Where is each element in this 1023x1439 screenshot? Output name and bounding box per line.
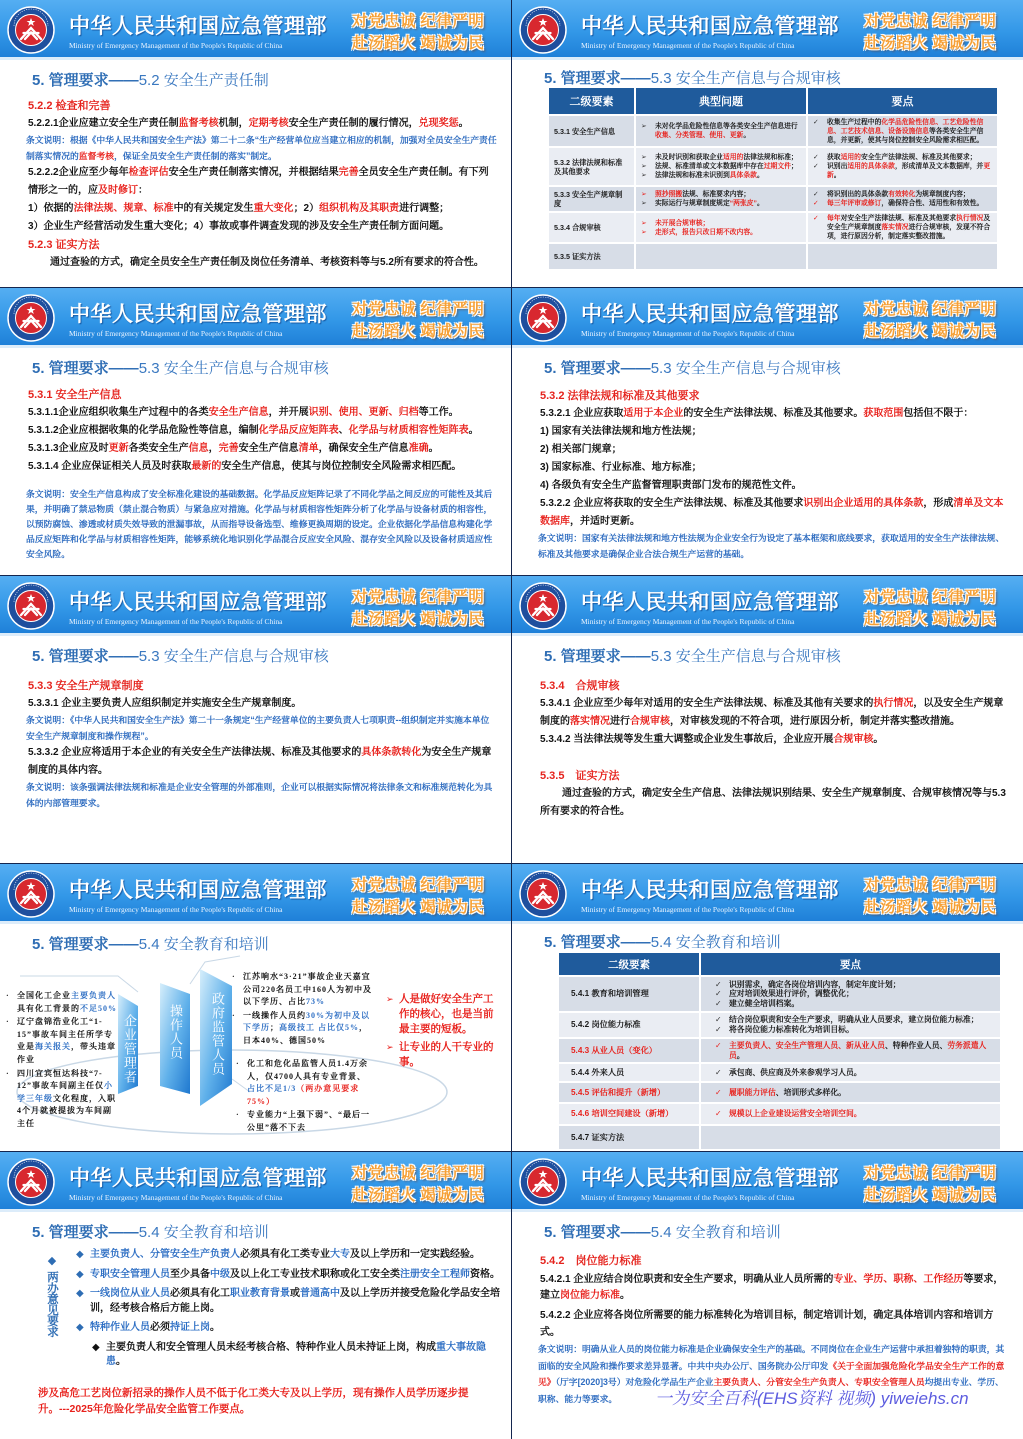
clause-heading: 5.4.2 岗位能力标准 xyxy=(540,1255,642,1267)
slide-5-4-opinion-requirements xyxy=(0,1152,511,1439)
check-icon: ✓ xyxy=(715,1015,722,1025)
bullet-dot-icon: · xyxy=(6,1017,10,1027)
section-prefix: 5. 管理要求—— xyxy=(544,648,651,665)
clause-paragraph: 5.4.2.2 企业应将各岗位所需要的能力标准转化为培训目标，制定培训计划，确定具体培训内容和培训方式。 xyxy=(540,1310,994,1338)
slogan-line-1: 对党忠诚 纪律严明 xyxy=(864,1165,997,1182)
section-prefix: 5. 管理要求—— xyxy=(32,1224,139,1241)
key-point xyxy=(386,992,498,1037)
problems-cell xyxy=(635,212,807,243)
diamond-bullet-icon: ◆ xyxy=(47,1255,57,1267)
table-row xyxy=(559,1125,1001,1149)
slide-body xyxy=(26,97,498,272)
column-header: 二级要素 xyxy=(549,88,635,115)
section-name: 5.4 安全教育和培训 xyxy=(650,1224,781,1241)
table-row xyxy=(559,1063,1001,1082)
points-cell xyxy=(700,1103,1001,1125)
clause-note: 条文说明：《中华人民共和国安全生产法》第二十一条规定“生产经营单位的主要负责人七项职责--组织制定并实施本单位安全生产规章制度和操作规程”。 xyxy=(26,715,490,741)
section-name: 5.3 安全生产信息与合规审核 xyxy=(650,360,841,377)
requirement-list xyxy=(76,1248,500,1375)
ministry-banner xyxy=(512,288,1023,348)
check-icon: ✓ xyxy=(715,989,722,999)
slide-5-3-4-audit xyxy=(512,576,1023,863)
element-cell: 5.3.3 安全生产规章制度 xyxy=(549,186,635,212)
diamond-bullet-icon: ◆ xyxy=(76,1268,84,1280)
table-row xyxy=(559,1103,1001,1125)
element-cell: 5.4.6 培训空间建设（新增） xyxy=(559,1103,700,1125)
point-text: 将识别出的具体条款有效转化为规章制度内容； xyxy=(827,191,970,198)
clause-heading: 5.3.3 安全生产规章制度 xyxy=(28,680,144,692)
ministry-banner xyxy=(512,0,1023,60)
list-item: 4) 各级负有安全生产监督管理职责部门发布的规范性文件。 xyxy=(540,480,802,491)
slogan-line-1: 对党忠诚 纪律严明 xyxy=(352,1165,485,1182)
clause-paragraph: 5.4.2.1 企业应结合岗位职责和安全生产要求，明确从业人员所需的专业、学历、职称、工作经历等要求，建立岗位能力标准。 xyxy=(540,1274,1004,1301)
ministry-banner xyxy=(0,576,511,636)
ministry-title: 中华人民共和国应急管理部 xyxy=(69,879,327,902)
section-title xyxy=(544,931,781,952)
pillar-operators: 操作人员 xyxy=(168,1004,183,1060)
table-row xyxy=(559,1082,1001,1103)
clause-note: 条文说明：根据《中华人民共和国安全生产法》第二十二条“生产经营单位应当建立相应的机制，加强对全员安全生产责任制落实情况的监督考核，保证全员安全生产责任制的落实”制定。 xyxy=(26,135,497,161)
problems-cell xyxy=(635,186,807,212)
clause-paragraph: 5.3.1.4 企业应保证相关人员及时获取最新的安全生产信息，使其与岗位控制安全风险需求相匹配。 xyxy=(28,461,462,472)
ministry-english-name: Ministry of Emergency Management of the People's Republic of China xyxy=(69,329,283,338)
element-cell: 5.4.3 从业人员（变化） xyxy=(559,1038,700,1063)
section-prefix: 5. 管理要求—— xyxy=(544,1224,651,1241)
table-row xyxy=(559,976,1001,1012)
section-name: 5.4 安全教育和培训 xyxy=(138,1224,269,1241)
ministry-banner xyxy=(0,0,511,60)
clause-note: 条文说明：安全生产信息构成了安全标准化建设的基础数据。化学品反应矩阵记录了不同化学品之间反应的可能性及其后果，并明确了禁忌物质（禁止混合物质）与紧急应对措施。化学品与材质相容性矩阵分析了化学品与设备材质的相容性，以预防腐蚀、渗透或材质失效导致的泄漏事故，从而指导设备选型、维修更换周期的设定。企业依据化学品信息构建化学品反应矩阵和化学品与材质相容性矩阵，能够系统化地识别化学品混合反应安全风险、混存安全风险以及设备材质适应性安全风险。 xyxy=(26,489,493,559)
section-title xyxy=(32,69,269,90)
arrow-bullet-icon: ➢ xyxy=(386,994,394,1004)
points-cell xyxy=(807,186,998,212)
points-cell xyxy=(807,212,998,243)
table-row xyxy=(549,243,998,269)
clause-paragraph: 5.3.3.2 企业应将适用于本企业的有关安全生产法律法规、标准及其他要求的具体条款转化为安全生产规章制度的具体内容。 xyxy=(28,747,492,776)
emblem-logo-icon xyxy=(519,6,567,54)
problems-cell xyxy=(635,115,807,147)
ministry-english-name: Ministry of Emergency Management of the People's Republic of China xyxy=(581,1193,795,1202)
point-text: 每年对安全生产法律法规、标准及其他要求执行情况及安全生产规章制度落实情况进行合规审核，发现不符合项，进行原因分析，制定落实整改措施。 xyxy=(827,215,991,240)
section-prefix: 5. 管理要求—— xyxy=(32,648,139,665)
arrow-bullet-icon: ➢ xyxy=(386,1042,394,1052)
ministry-title: 中华人民共和国应急管理部 xyxy=(581,15,839,38)
requirement-text: 主要负责人、分管安全生产负责人必须具有化工类专业大专及以上学历和一定实践经验。 xyxy=(90,1249,480,1260)
section-title xyxy=(544,1221,781,1242)
clause-heading: 5.3.2 法律法规和标准及其他要求 xyxy=(540,390,700,402)
section-title xyxy=(544,67,841,88)
check-icon: ✓ xyxy=(813,200,819,207)
slogan-line-1: 对党忠诚 纪律严明 xyxy=(352,13,485,30)
points-cell xyxy=(807,243,998,269)
slogan-line-2: 赴汤蹈火 竭诚为民 xyxy=(864,1187,997,1204)
check-icon: ✓ xyxy=(715,1067,722,1077)
requirement-item xyxy=(76,1321,500,1336)
diamond-bullet-icon: ◆ xyxy=(76,1288,84,1299)
site-watermark: 一为安全百科(EHS资料 视频) yiweiehs.cn xyxy=(655,1389,969,1408)
ministry-title: 中华人民共和国应急管理部 xyxy=(69,1167,327,1190)
ministry-banner xyxy=(512,576,1023,636)
column-header: 典型问题 xyxy=(635,88,807,115)
emblem-logo-icon xyxy=(519,294,567,342)
key-points xyxy=(386,992,498,1073)
section-prefix: 5. 管理要求—— xyxy=(32,72,139,89)
ministry-english-name: Ministry of Emergency Management of the People's Republic of China xyxy=(581,329,795,338)
slogan-line-1: 对党忠诚 纪律严明 xyxy=(864,301,997,318)
points-cell xyxy=(700,1082,1001,1103)
slogan-line-2: 赴汤蹈火 竭诚为民 xyxy=(352,323,485,340)
points-cell xyxy=(700,1012,1001,1038)
slide-5-4-diagram xyxy=(0,864,511,1151)
clause-paragraph: 通过查验的方式，确定安全生产信息、法律法规识别结果、安全生产规章制度、合规审核情况等与5.3所有要求的符合性。 xyxy=(540,788,1006,817)
bullet-dot-icon: · xyxy=(6,1068,10,1078)
fact-item xyxy=(232,1010,374,1048)
requirement-item xyxy=(76,1268,500,1283)
point-text: 应对培训效果进行评价，调整优化； xyxy=(729,989,854,999)
slide-5-3-table xyxy=(512,0,1023,287)
ministry-title: 中华人民共和国应急管理部 xyxy=(581,1167,839,1190)
section-title xyxy=(32,645,329,666)
emblem-logo-icon xyxy=(519,870,567,918)
section-title xyxy=(32,357,329,378)
problem-text: 走形式，报告只改日期不改内容。 xyxy=(655,228,757,236)
column-header: 要点 xyxy=(700,953,1001,976)
emblem-logo-icon xyxy=(7,294,55,342)
clause-note: 条文说明：明确从业人员的岗位能力标准是企业确保安全生产的基础。不同岗位在企业生产运营中承担着独特的职责，其面临的安全风险和操作要求差异显著。中共中央办公厅、国务院办公厅印发《关于全面加强危险化学品安全生产工作的意见》（厅字[2020]3号）对危险化学品生产企业主要负责人、分管安全生产负责人、专职安全管理人员均提出专业、学历、职称、能力等要求。 xyxy=(538,1344,1005,1404)
operators-facts xyxy=(232,971,374,1049)
fact-text: 四川宜宾恒达科技“7-12”事故车间副主任仅小学三年级文化程度，入职4个月就被提拔为车间副主任 xyxy=(17,1068,116,1128)
ministry-title: 中华人民共和国应急管理部 xyxy=(69,591,327,614)
table-row xyxy=(549,115,998,147)
element-cell: 5.3.2 法律法规和标准及其他要求 xyxy=(549,147,635,186)
pillar-government-regulators: 政府监管人员 xyxy=(210,992,225,1076)
check-icon: ✓ xyxy=(813,163,819,170)
diamond-bullet-icon: ◆ xyxy=(76,1322,84,1333)
requirement-text: 一线岗位从业人员必须具有化工职业教育背景或普通高中及以上学历并接受危险化学品安全培训，经考核合格后方能上岗。 xyxy=(90,1288,500,1314)
check-icon: ✓ xyxy=(715,1087,722,1097)
clause-paragraph: 5.3.2.2 企业应将获取的安全生产法律法规、标准及其他要求识别出企业适用的具体条款，形成清单及文本数据库，并适时更新。 xyxy=(540,498,1004,527)
list-item: 1) 国家有关法律法规和地方性法规； xyxy=(540,426,702,437)
fact-item xyxy=(6,990,120,1015)
ministry-english-name: Ministry of Emergency Management of the People's Republic of China xyxy=(69,905,283,914)
problem-text: 法规、标准清单或文本数据库中存在过期文件； xyxy=(655,163,798,170)
clause-paragraph: 5.3.2.1 企业应获取适用于本企业的安全生产法律法规、标准及其他要求。获取范围包括但不限于： xyxy=(540,408,974,419)
arrow-bullet-icon: ➢ xyxy=(641,123,647,130)
clause-heading: 5.3.5 证实方法 xyxy=(540,770,620,782)
clause-heading: 5.2.2 检查和完善 xyxy=(28,100,111,112)
table-row xyxy=(559,1012,1001,1038)
emblem-logo-icon xyxy=(7,582,55,630)
bullet-dot-icon: · xyxy=(232,1010,236,1020)
slogan-line-2: 赴汤蹈火 竭诚为民 xyxy=(864,611,997,628)
section-prefix: 5. 管理要求—— xyxy=(544,934,651,951)
check-icon: ✓ xyxy=(813,191,819,198)
ministry-title: 中华人民共和国应急管理部 xyxy=(581,591,839,614)
arrow-bullet-icon: ➢ xyxy=(641,200,647,207)
slogan-line-1: 对党忠诚 纪律严明 xyxy=(864,589,997,606)
slide-body xyxy=(26,386,498,562)
clause-paragraph: 5.3.3.1 企业主要负责人应组织制定并实施安全生产规章制度。 xyxy=(28,698,302,709)
point-text: 每三年评审或修订，确保符合性、适用性和有效性。 xyxy=(827,200,984,207)
side-label-text: 两办意见要求 xyxy=(46,1271,58,1337)
section-name: 5.4 安全教育和培训 xyxy=(650,934,781,951)
section-prefix: 5. 管理要求—— xyxy=(544,70,651,87)
points-cell xyxy=(807,147,998,186)
slogan-line-1: 对党忠诚 纪律严明 xyxy=(352,877,485,894)
table-row xyxy=(559,1038,1001,1063)
ministry-english-name: Ministry of Emergency Management of the People's Republic of China xyxy=(581,905,795,914)
fact-text: 化工和危化品监管人员1.4万余人，仅4700人具有专业背景、占比不足1/3（两办意见要求75%） xyxy=(247,1059,368,1106)
element-cell: 5.4.4 外来人员 xyxy=(559,1063,700,1082)
ministry-title: 中华人民共和国应急管理部 xyxy=(69,15,327,38)
element-cell: 5.3.1 安全生产信息 xyxy=(549,115,635,147)
problem-text: 未对化学品危险性信息等各类安全生产信息进行收集、分类管理、使用、更新。 xyxy=(655,123,798,139)
slide-5-2-responsibility xyxy=(0,0,511,287)
arrow-bullet-icon: ➢ xyxy=(641,191,647,198)
problem-text: 未开展合规审核； xyxy=(655,219,710,227)
clause-paragraph: 5.3.1.1企业应组织收集生产过程中的各类安全生产信息，并开展识别、使用、更新、归档等工作。 xyxy=(28,407,459,418)
bullet-dot-icon: · xyxy=(232,972,236,981)
check-icon: ✓ xyxy=(715,998,722,1008)
slide-5-4-2-competency xyxy=(512,1152,1023,1439)
points-cell xyxy=(807,115,998,147)
ministry-banner xyxy=(512,864,1023,924)
clause-paragraph: 5.3.4.1 企业应至少每年对适用的安全生产法律法规、标准及其他有关要求的执行情况，以及安全生产规章制度的落实情况进行合规审核，对审核发现的不符合项，进行原因分析，制定并落实整改措施。 xyxy=(540,698,1004,727)
point-text: 收集生产过程中的化学品危险性信息、工艺危险性信息、工艺技术信息、设备设施信息等各类安全生产信息，并更新，使其与岗位控制安全风险需求相匹配。 xyxy=(827,118,984,144)
slogan-line-2: 赴汤蹈火 竭诚为民 xyxy=(352,611,485,628)
section-name: 5.3 安全生产信息与合规审核 xyxy=(650,648,841,665)
slide-body xyxy=(538,387,1010,562)
clause-paragraph: 5.3.1.2企业应根据收集的化学品危险性等信息，编制化学品反应矩阵表、化学品与材质相容性矩阵表。 xyxy=(28,425,479,436)
section-prefix: 5. 管理要求—— xyxy=(32,936,139,953)
fact-text: 全国化工企业主要负责人具有化工背景的不足50% xyxy=(17,991,117,1013)
check-icon: ✓ xyxy=(715,1040,722,1050)
section-prefix: 5. 管理要求—— xyxy=(544,360,651,377)
check-icon: ✓ xyxy=(813,154,819,161)
fact-text: 一线操作人员约30%为初中及以下学历；高级技工 占比仅5%，日本40%、德国50% xyxy=(243,1010,370,1045)
section-name: 5.4 安全教育和培训 xyxy=(138,936,269,953)
clause-heading: 5.3.1 安全生产信息 xyxy=(28,389,122,401)
clause-heading: 5.3.4 合规审核 xyxy=(540,680,620,692)
side-label xyxy=(44,1254,60,1342)
slide-5-3-1-info xyxy=(0,288,511,575)
slogan-line-2: 赴汤蹈火 竭诚为民 xyxy=(864,899,997,916)
requirement-item xyxy=(76,1287,500,1316)
training-requirements-table xyxy=(559,953,1002,1149)
slogan-line-2: 赴汤蹈火 竭诚为民 xyxy=(352,35,485,52)
column-header: 二级要素 xyxy=(559,953,700,976)
arrow-bullet-icon: ➢ xyxy=(641,219,647,227)
managers-facts xyxy=(6,990,120,1132)
check-icon: ✓ xyxy=(715,1109,722,1119)
clause-note: 条文说明：国家有关法律法规和地方性法规为企业安全行为设定了基本框架和底线要求，获取适用的安全生产法律法规、标准及其他要求是确保企业合法合规生产运营的基础。 xyxy=(538,533,1005,559)
problems-cell xyxy=(635,243,807,269)
requirement-sub-item xyxy=(92,1341,500,1370)
slogan-line-1: 对党忠诚 纪律严明 xyxy=(352,301,485,318)
policy-footer-note: 涉及高危工艺岗位新招录的操作人员不低于化工类大专及以上学历，现有操作人员学历逐步提升。---2025年危险化学品安全监管工作要点。 xyxy=(38,1387,469,1415)
check-icon: ✓ xyxy=(813,215,819,222)
key-point-text: 让专业的人干专业的事。 xyxy=(399,1041,494,1068)
fact-text: 江苏响水“3·21”事故企业天嘉宜公司220名员工中160人为初中及以下学历、占比73% xyxy=(243,972,372,1007)
key-point xyxy=(386,1040,498,1070)
slide-5-3-3-rules xyxy=(0,576,511,863)
clause-paragraph: 5.2.2.2企业应至少每年检查评估安全生产责任制落实情况，并根据结果完善全员安全生产责任制。有下列情形之一的，应及时修订： xyxy=(28,167,489,196)
element-cell: 5.4.2 岗位能力标准 xyxy=(559,1012,700,1038)
point-text: 主要负责人、安全生产管理人员、新从业人员、特种作业人员、劳务派遣人员。 xyxy=(729,1040,987,1060)
clause-paragraph: 5.3.4.2 当法律法规等发生重大调整或企业发生事故后，企业应开展合规审核。 xyxy=(540,734,884,745)
section-title xyxy=(32,1221,269,1242)
check-icon: ✓ xyxy=(813,118,819,126)
ministry-english-name: Ministry of Emergency Management of the People's Republic of China xyxy=(581,617,795,626)
points-cell xyxy=(700,1038,1001,1063)
fact-item xyxy=(236,1109,374,1134)
slogan-line-1: 对党忠诚 纪律严明 xyxy=(864,877,997,894)
clause-paragraph: 5.3.1.3企业应及时更新各类安全生产信息，完善安全生产信息清单，确保安全生产信息准确。 xyxy=(28,443,439,454)
emblem-logo-icon xyxy=(519,582,567,630)
arrow-bullet-icon: ➢ xyxy=(641,154,647,161)
ministry-banner xyxy=(512,1152,1023,1212)
ministry-banner xyxy=(0,1152,511,1212)
check-icon: ✓ xyxy=(715,979,722,989)
key-point-text: 人是做好安全生产工作的核心，也是当前最主要的短板。 xyxy=(399,993,494,1035)
points-cell xyxy=(700,1125,1001,1149)
list-item: 2) 相关部门规章； xyxy=(540,444,622,455)
clause-note: 条文说明：该条强调法律法规和标准是企业安全管理的外部准则，企业可以根据实际情况将法律条文和标准规范转化为具体的内部管理要求。 xyxy=(26,782,493,808)
requirement-text: 专职安全管理人员至少具备中级及以上化工专业技术职称或化工安全类注册安全工程师资格。 xyxy=(90,1268,500,1280)
clause-paragraph: 1）依据的法律法规、规章、标准中的有关规定发生重大变化；2）组织机构及其职责进行调整； xyxy=(28,203,450,214)
slogan-line-2: 赴汤蹈火 竭诚为民 xyxy=(864,323,997,340)
point-text: 结合岗位职责和安全生产要求，明确从业人员要求，建立岗位能力标准； xyxy=(729,1015,979,1025)
slide-5-3-2-laws xyxy=(512,288,1023,575)
check-icon: ✓ xyxy=(715,1025,722,1034)
problem-text: 实际运行与规章制度规定“两张皮”。 xyxy=(655,200,764,207)
clause-paragraph: 3）企业生产经营活动发生重大变化；4）事故或事件调查发现的涉及安全生产责任制方面问题。 xyxy=(28,221,450,232)
ministry-english-name: Ministry of Emergency Management of the People's Republic of China xyxy=(581,41,795,50)
problem-text: 未及时识别和获取企业适用的法律法规和标准； xyxy=(655,154,798,161)
point-text: 获取适用的安全生产法律法规、标准及其他要求； xyxy=(827,154,977,161)
requirements-table xyxy=(549,88,999,269)
clause-paragraph: 5.2.2.1企业应建立安全生产责任制监督考核机制，定期考核安全生产责任制的履行情况，兑现奖惩。 xyxy=(28,118,469,129)
point-text: 履职能力评估、培训形式多样化。 xyxy=(729,1087,846,1097)
pillar-enterprise-managers: 企业管理者 xyxy=(122,1014,137,1084)
table-row xyxy=(549,147,998,186)
ministry-banner xyxy=(0,288,511,348)
clause-heading: 5.2.3 证实方法 xyxy=(28,239,100,251)
ministry-english-name: Ministry of Emergency Management of the People's Republic of China xyxy=(69,617,283,626)
requirement-text: 主要负责人和安全管理人员未经考核合格、特种作业人员未持证上岗，构成重大事故隐患。 xyxy=(106,1341,486,1367)
point-text: 承包商、供应商及外来参观学习人员。 xyxy=(729,1067,862,1077)
slogan-line-2: 赴汤蹈火 竭诚为民 xyxy=(352,899,485,916)
fact-item xyxy=(232,971,374,1009)
diamond-bullet-icon: ◆ xyxy=(92,1341,100,1353)
section-name: 5.3 安全生产信息与合规审核 xyxy=(650,70,841,87)
arrow-bullet-icon: ➢ xyxy=(641,172,647,179)
column-header: 要点 xyxy=(807,88,998,115)
problem-text: 照抄照搬法规、标准要求内容； xyxy=(655,191,751,198)
emblem-logo-icon xyxy=(519,1158,567,1206)
table-row xyxy=(549,186,998,212)
ministry-english-name: Ministry of Emergency Management of the People's Republic of China xyxy=(69,1193,283,1202)
regulators-facts xyxy=(236,1058,374,1136)
fact-text: 辽宁盘锦浩业化工“1-15”事故车间主任所学专业是海关报关，带头违章作业 xyxy=(17,1017,116,1064)
fact-item xyxy=(236,1058,374,1108)
emblem-logo-icon xyxy=(7,1158,55,1206)
fact-text: 专业能力“上强下弱”、“最后一公里”落不下去 xyxy=(247,1110,370,1132)
list-item: 3) 国家标准、行业标准、地方标准； xyxy=(540,462,702,473)
fact-item xyxy=(6,1016,120,1066)
bullet-dot-icon: · xyxy=(6,991,10,1000)
element-cell: 5.4.1 教育和培训管理 xyxy=(559,976,700,1012)
requirement-item xyxy=(76,1248,500,1263)
section-name: 5.3 安全生产信息与合规审核 xyxy=(138,360,329,377)
element-cell: 5.4.7 证实方法 xyxy=(559,1125,700,1149)
ministry-title: 中华人民共和国应急管理部 xyxy=(581,303,839,326)
ministry-title: 中华人民共和国应急管理部 xyxy=(69,303,327,326)
slide-body xyxy=(26,677,498,811)
emblem-logo-icon xyxy=(7,6,55,54)
clause-paragraph: 通过查验的方式，确定全员安全生产责任制及岗位任务清单、考核资料等与5.2所有要求的符合性。 xyxy=(50,257,484,268)
slogan-line-2: 赴汤蹈火 竭诚为民 xyxy=(352,1187,485,1204)
section-name: 5.2 安全生产责任制 xyxy=(138,72,269,89)
table-row xyxy=(549,212,998,243)
point-text: 识别需求，确定各岗位培训内容，制定年度计划； xyxy=(729,979,901,989)
slogan-line-1: 对党忠诚 纪律严明 xyxy=(352,589,485,606)
slide-body xyxy=(538,677,1010,821)
slogan-line-2: 赴汤蹈火 竭诚为民 xyxy=(864,35,997,52)
ministry-english-name: Ministry of Emergency Management of the People's Republic of China xyxy=(69,41,283,50)
point-text: 建立健全培训档案。 xyxy=(729,998,800,1008)
points-cell xyxy=(700,976,1001,1012)
slogan-line-1: 对党忠诚 纪律严明 xyxy=(864,13,997,30)
problem-text: 法律法规和标准未识别到具体条款。 xyxy=(655,172,764,179)
element-cell: 5.4.5 评估和提升（新增） xyxy=(559,1082,700,1103)
section-prefix: 5. 管理要求—— xyxy=(32,360,139,377)
slide-5-4-table xyxy=(512,864,1023,1151)
problems-cell xyxy=(635,147,807,186)
section-title xyxy=(544,645,841,666)
points-cell xyxy=(700,1063,1001,1082)
fact-item xyxy=(6,1068,120,1131)
section-title xyxy=(544,357,841,378)
bullet-dot-icon: · xyxy=(236,1059,240,1068)
ministry-title: 中华人民共和国应急管理部 xyxy=(581,879,839,902)
section-name: 5.3 安全生产信息与合规审核 xyxy=(138,648,329,665)
point-text: 规模以上企业建设运营安全培训空间。 xyxy=(729,1109,862,1119)
requirement-text: 特种作业人员必须持证上岗。 xyxy=(90,1322,220,1333)
arrow-bullet-icon: ➢ xyxy=(641,163,647,170)
diamond-bullet-icon: ◆ xyxy=(76,1249,84,1260)
element-cell: 5.3.4 合规审核 xyxy=(549,212,635,243)
point-text: 将各岗位能力标准转化为培训目标。 xyxy=(729,1025,854,1034)
bullet-dot-icon: · xyxy=(236,1110,240,1120)
arrow-bullet-icon: ➢ xyxy=(641,228,647,236)
point-text: 识别出适用的具体条款，形成清单及文本数据库，并更新。 xyxy=(827,163,991,179)
element-cell: 5.3.5 证实方法 xyxy=(549,243,635,269)
